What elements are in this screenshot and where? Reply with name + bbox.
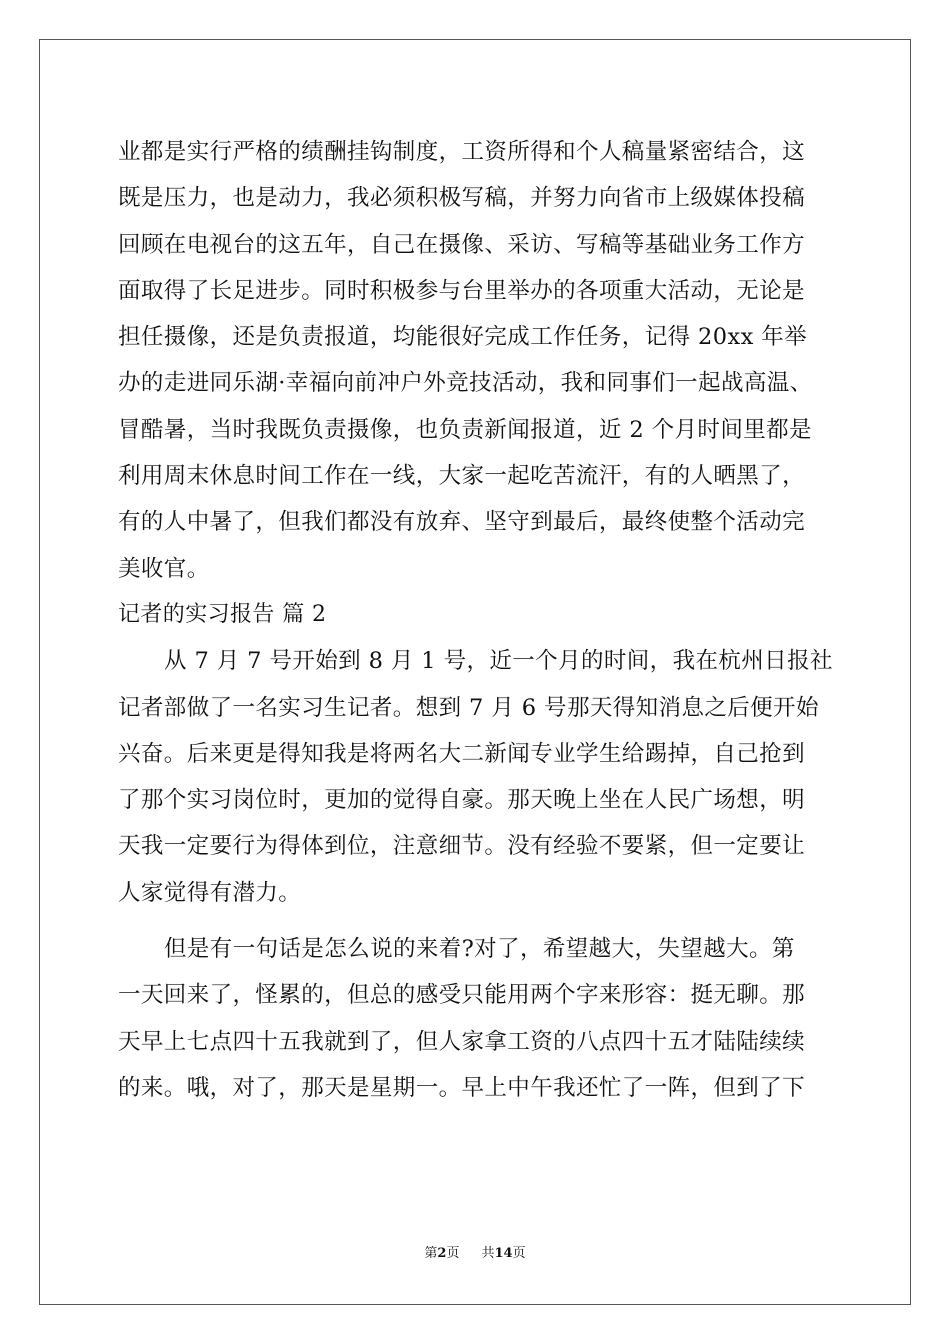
text-line: 一天回来了，怪累的，但总的感受只能用两个字来形容：挺无聊。那 xyxy=(118,982,806,1009)
total-page-count: 14 xyxy=(494,1246,513,1261)
text-line: 办的走进同乐湖·幸福向前冲户外竞技活动，我和同事们一起战高温、 xyxy=(118,370,813,397)
text-line: 利用周末休息时间工作在一线，大家一起吃苦流汗，有的人晒黑了， xyxy=(118,463,806,490)
text-line: 有的人中暑了，但我们都没有放弃、坚守到最后，最终使整个活动完 xyxy=(118,509,806,536)
footer-page-suffix: 页 xyxy=(446,1246,460,1261)
footer-total-prefix: 共 xyxy=(481,1246,495,1261)
text-line: 天早上七点四十五我就到了，但人家拿工资的八点四十五才陆陆续续 xyxy=(118,1028,806,1055)
text-line: 面取得了长足进步。同时积极参与台里举办的各项重大活动，无论是 xyxy=(118,277,806,304)
text-line: 回顾在电视台的这五年，自己在摄像、采访、写稿等基础业务工作方 xyxy=(118,231,806,258)
footer-total-suffix: 页 xyxy=(512,1246,526,1261)
text-line: 既是压力，也是动力，我必须积极写稿，并努力向省市上级媒体投稿 xyxy=(118,185,806,212)
footer-prefix: 第 xyxy=(424,1246,438,1261)
text-line: 人家觉得有潜力。 xyxy=(118,879,302,906)
paragraph-first-line: 但是有一句话是怎么说的来着?对了，希望越大，失望越大。第 xyxy=(164,936,795,963)
text-line: 美收官。 xyxy=(118,555,210,582)
page-footer xyxy=(0,1242,950,1261)
text-line: 担任摄像，还是负责报道，均能很好完成工作任务，记得 20xx 年举 xyxy=(118,324,808,351)
paragraph-first-line: 从 7 月 7 号开始到 8 月 1 号，近一个月的时间，我在杭州日报社 xyxy=(164,648,833,675)
current-page-number: 2 xyxy=(437,1246,447,1261)
text-line: 了那个实习岗位时，更加的觉得自豪。那天晚上坐在人民广场想，明 xyxy=(118,787,806,814)
text-line: 冒酷暑，当时我既负责摄像，也负责新闻报道，近 2 个月时间里都是 xyxy=(118,416,812,443)
text-line: 兴奋。后来更是得知我是将两名大二新闻专业学生给踢掉，自己抢到 xyxy=(118,740,806,767)
text-line: 天我一定要行为得体到位，注意细节。没有经验不要紧，但一定要让 xyxy=(118,833,806,860)
document-body xyxy=(118,129,838,1111)
section-heading: 记者的实习报告 篇 2 xyxy=(118,601,327,627)
text-line: 记者部做了一名实习生记者。想到 7 月 6 号那天得知消息之后便开始 xyxy=(118,694,819,721)
text-line: 的来。哦，对了，那天是星期一。早上中午我还忙了一阵，但到了下 xyxy=(118,1074,806,1101)
text-line: 业都是实行严格的绩酬挂钩制度，工资所得和个人稿量紧密结合，这 xyxy=(118,139,806,165)
